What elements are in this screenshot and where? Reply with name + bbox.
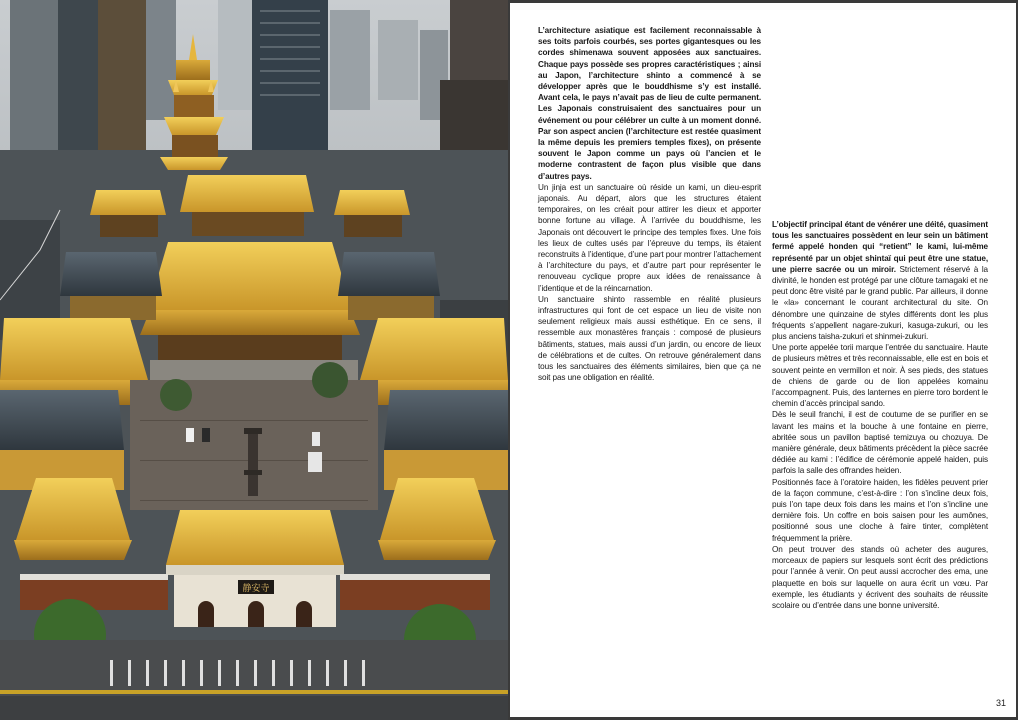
article-paragraph-torii: Une porte appelée torii marque l’entrée du sanctuaire. Haute de plusieurs mètres et très reconnaissable, elle est en bois et souvent peinte en vermillon et noir. À ses pieds, des statues de chiens de garde ou de lion appelées komainu l’accompagnent. Puis, des lanternes en pierre toro bordent le chemin d’accès principal sando. <box>772 343 988 409</box>
article-paragraph-seuil: Dès le seuil franchi, il est de coutume de se purifier en se lavant les mains et la bouche à une fontaine en pierre, abritée sous un pavillon baptisé temizuya ou chozuya. De manière générale, deux bâtiments précèdent la pièce sacrée dédiée au kami : l’édifice de cérémonie appelé haiden, puis parfois la salle des offrandes heiden. <box>772 410 988 476</box>
temple-sign-text: 静安寺 <box>242 584 270 594</box>
article-paragraph-augures: On peut trouver des stands où acheter des augures, morceaux de papiers sur lesquels sont écrit des prédictions pour l’année à venir. On peut aussi accrocher des ema, une plaquette en bois sur laquelle on aura écrit un vœu. Par exemple, les étudiants y écrivent des souhaits de réussite scolaire ou d’entrée dans une bonne université. <box>772 544 988 610</box>
article-paragraph-objective <box>772 219 988 342</box>
article-column-right <box>772 219 988 611</box>
article-objective-rest: Strictement réservé à la divinité, le honden est protégé par une clôture tamagaki et ne peut donc être visité par le grand public. Par ailleurs, il donne le «la» concernant le courant architectural du site. On dénombre une quinzaine de styles différents dont les plus fréquents s’appellent nagare-zukuri, kasuga-zukuri, ou les plus anciens taisha-zukuri et shinmei-zukuri. <box>772 264 988 342</box>
article-paragraph-infrastructures: Un sanctuaire shinto rassemble en réalité plusieurs infrastructures qui font de cet espace un lieu de visite non seulement religieux mais aussi esthétique. En ce sens, il ressemble aux monastères français : composé de plusieurs bâtiments, statues, mais aussi d’un jardin, ou encore de lieux de célébrations et de cultes. On retrouve généralement dans tous les sanctuaires des éléments similaires, bien que ça ne soit pas une obligation en réalité. <box>538 294 761 383</box>
temple-photo <box>0 0 508 720</box>
article-intro: L’architecture asiatique est facilement reconnaissable à ses toits parfois courbés, ses portes gigantesques ou les cordes shimenawa souvent apposées aux sanctuaires. Chaque pays possède ses propres caractéristiques ; ainsi au Japon, l’architecture shinto a commencé à se développer après que le bouddhisme s’y est installé. Avant cela, le pays n’avait pas de lieu de culte permanent. Les Japonais construisaient des sanctuaires pour un événement ou pour célébrer un culte à un moment donné. Par son aspect ancien (l’architecture est restée quasiment la même depuis les premiers temples fixes), on présente souvent le Japon comme un pays où l’ancien et le moderne contrastent de façon plus visible que dans d’autres pays. <box>538 26 761 181</box>
article-column-left <box>538 25 761 384</box>
temple-photo-illustration <box>0 0 508 720</box>
article-paragraph-priere: Positionnés face à l’oratoire haiden, les fidèles peuvent prier de la façon commune, c’est-à-dire : l’on s’incline deux fois, puis l’on tape deux fois dans les mains et l’on s’incline une dernière fois. Un coffre en bois saisen pour les aumônes, positionné sous une cloche à faire tinter, complètent fréquemment la prière. <box>772 477 988 543</box>
article-page <box>510 3 1016 717</box>
article-paragraph-jinja: Un jinja est un sanctuaire où réside un kami, un dieu-esprit japonais. Au départ, alors que les structures étaient temporaires, on les créait pour attirer les dieux et apporter bonne fortune au village. À l’arrivée du bouddhisme, les Japonais ont découvert le principe des temples fixes. Une fois les lieux de cultes usés par l’épreuve du temps, ils étaient reconstruits à l’identique, d’une part pour montrer l’attachement à l’architecture du pays, et d’autre part pour représenter le renouveau cyclique propre aux idées de renaissance à l’identique et de la réincarnation. <box>538 182 761 293</box>
page-number: 31 <box>995 698 1006 708</box>
article-objective-bold: L’objectif principal étant de vénérer une déité, quasiment tous les sanctuaires possèdent en leur sein un bâtiment fermé appelé honden qui “retient” le kami, lui-même représenté par un objet shintaï qui peut être une statue, une pierre sacrée ou un miroir. <box>772 220 988 274</box>
